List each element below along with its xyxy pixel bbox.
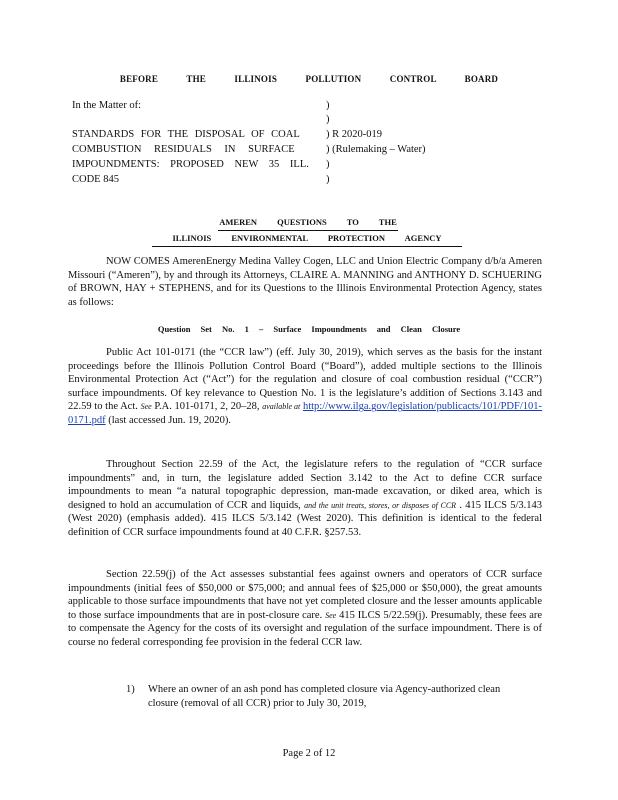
paragraph-fees (68, 568, 542, 650)
paragraph-definition (68, 458, 542, 540)
caption-docket: ) R 2020-019 (326, 129, 382, 140)
see-signal: See (140, 402, 152, 412)
question-text: Where an owner of an ash pond has completed closure via Agency-authorized clean closure (removal of all CCR) prior to July 30, 2019, (148, 684, 501, 709)
paragraph-text: Throughout Section 22.59 of the Act, the legislature refers to the regulation of “CCR surface impoundments” and, in turn, the legislature added Section 3.142 to the Act to define CCR surface impoundments to mean “a natural topographic depression, man-made excavation, or diked area, which is designed to hold an accumulation of CCR and liquids, (68, 459, 542, 511)
emphasis-text: and the unit treats, stores, or disposes of CCR (304, 500, 457, 510)
public-act-link[interactable]: http://www.ilga.gov/legislation/publicacts/101/PDF/101-0171.pdf (68, 401, 543, 426)
paragraph-text: Public Act 101-0171 (the “CCR law”) (eff. July 30, 2019), which serves as the basis for the instant proceedings before the Illinois Pollution Control Board (“Board”), added multiple sections to the Illinois Environmental Protection Act (“Act”) for the regulation and closure of coal combustion residual (“CCR”) surface impoundments. Of key relevance to Question No. 1 is the legislature’s addition of Sections 3.143 and 22.59 to the Act. (68, 347, 542, 413)
caption-rulemaking: ) (Rulemaking – Water) (326, 144, 426, 155)
paragraph-text: 415 ILCS 5/22.59(j). Presumably, these fees are to compensate the Agency for the costs of its oversight and regulation of the surface impoundment. There is of course no federal corresponding fee provision in the federal CCR law. (68, 609, 543, 648)
caption-paren: ) (326, 114, 330, 125)
caption-paren: ) (326, 159, 330, 170)
intro-paragraph: NOW COMES AmerenEnergy Medina Valley Cogen, LLC and Union Electric Company d/b/a Ameren Missouri (“Ameren”), by and through its Attorneys, CLAIRE A. MANNING and ANTHONY D. SCHUERING of BROWN, HAY + STEPHENS, and for its Questions to the Illinois Environmental Protection Agency, states as follows: (68, 256, 542, 308)
title-line-1: AMEREN QUESTIONS TO THE (218, 215, 398, 231)
page-number: Page 2 of 12 (282, 748, 336, 759)
caption-paren: ) (326, 100, 330, 111)
question-number: 1) (126, 684, 135, 695)
see-signal: See (325, 610, 337, 620)
title-line-2: ILLINOIS ENVIRONMENTAL PROTECTION AGENCY (152, 231, 462, 247)
paragraph-text: . 415 ILCS 5/3.143 (West 2020) (emphasis added). 415 ILCS 5/3.142 (West 2020). This definition is identical to the federal definition of CCR surface impoundments found at 40 C.F.R. §257.53. (68, 499, 543, 538)
caption-combustion: COMBUSTION RESIDUALS IN SURFACE (72, 144, 295, 155)
paragraph-text: Section 22.59(j) of the Act assesses substantial fees against owners and operators of CCR surface impoundments (initial fees of $50,000 or $75,000; and annual fees of $25,000 or $50,000), the great amounts applicable to those surface impoundments that have not yet completed closure and the lesser amounts applicable to those surface impoundments that are in post-closure care. (68, 569, 542, 621)
question-1 (126, 683, 526, 711)
caption-standards: STANDARDS FOR THE DISPOSAL OF COAL (72, 129, 300, 140)
caption-impoundments: IMPOUNDMENTS: PROPOSED NEW 35 ILL. (72, 159, 309, 170)
caption-code: CODE 845 (72, 174, 119, 185)
case-caption (72, 100, 552, 190)
paragraph-public-act (68, 346, 542, 428)
document-title (152, 215, 462, 247)
available-at-signal: available at (262, 402, 301, 412)
question-set-heading: Question Set No. 1 – Surface Impoundments and Clean Closure (157, 324, 461, 334)
paragraph-text: (last accessed Jun. 19, 2020). (108, 414, 232, 426)
paragraph-text: P.A. 101-0171, 2, 20–28, (154, 401, 260, 413)
caption-paren: ) (326, 174, 330, 185)
board-heading: BEFORE THE ILLINOIS POLLUTION CONTROL BOARD (119, 74, 499, 84)
caption-matter: In the Matter of: (72, 100, 142, 111)
